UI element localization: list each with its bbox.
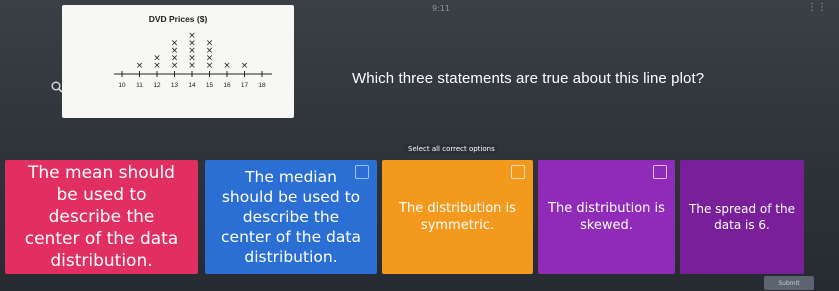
tick-label: 13 [170,82,179,89]
data-point-x: × [188,53,196,64]
option-skewed[interactable] [538,160,675,274]
data-point-x: × [240,61,249,71]
data-point-x: × [135,61,144,71]
option-label: The distribution is skewed. [548,201,665,233]
option-spread[interactable] [680,160,804,274]
data-point-x: × [153,61,161,71]
tick-label: 18 [258,82,266,89]
data-point-x: × [205,53,214,64]
line-plot-panel [62,5,294,118]
tick-label: 10 [118,82,126,89]
option-median[interactable] [205,160,377,274]
option-label: The spread of the data is 6. [689,202,795,232]
option-label: The distribution is symmetric. [399,201,516,233]
data-point-x: × [223,61,231,71]
submit-button[interactable]: Submit [764,276,814,290]
option-label: The mean should be used to describe the center of the data distribution. [24,163,179,271]
checkbox[interactable] [511,165,525,179]
data-point-x: × [205,61,214,71]
instruction-text: Select all correct options [404,144,499,154]
tick-label: 14 [188,82,196,89]
data-point-x: × [170,46,179,56]
data-point-x: × [188,46,196,56]
tick-label: 11 [136,82,143,89]
data-point-x: × [188,38,196,49]
data-point-x: × [170,53,179,64]
plot-title: DVD Prices ($) [148,14,208,24]
tick-label: 15 [205,82,214,89]
option-symmetric[interactable] [382,160,533,274]
data-point-x: × [170,38,179,49]
line-plot-chart [62,5,294,118]
tick-label: 17 [240,82,249,89]
magnifier-icon[interactable] [50,80,64,94]
data-point-x: × [153,53,161,64]
data-point-x: × [205,38,214,49]
checkbox[interactable] [355,165,369,179]
question-text: Which three statements are true about this line plot? [352,70,705,87]
data-point-x: × [170,61,179,71]
checkbox[interactable] [653,165,667,179]
option-label: The median should be used to describe the center of the data distribution. [221,168,361,266]
tick-label: 12 [153,82,161,89]
option-mean[interactable] [5,160,198,274]
menu-dots-icon[interactable]: ⋮⋮ [807,2,827,13]
data-point-x: × [188,31,196,41]
status-clock: 9:11 [432,4,450,13]
data-point-x: × [205,46,214,56]
data-point-x: × [188,61,196,71]
tick-label: 16 [223,82,231,89]
